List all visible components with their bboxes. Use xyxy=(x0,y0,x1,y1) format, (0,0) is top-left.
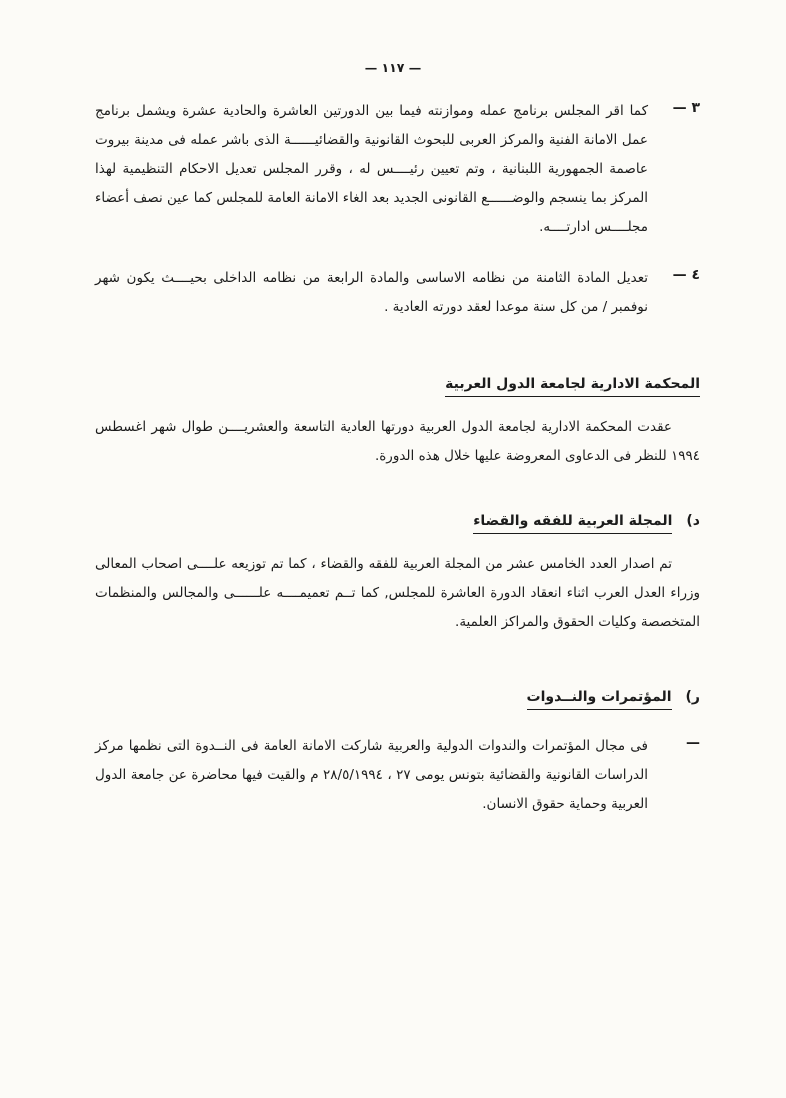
section-heading-administrative-court xyxy=(95,376,700,397)
section-conferences xyxy=(0,689,786,819)
item-marker-3: ٣ — xyxy=(672,100,700,116)
dash-marker: — xyxy=(686,735,700,752)
paragraph-conferences: فى مجال المؤتمرات والندوات الدولية والعربية شاركت الامانة العامة فى النــدوة التى نظمها مركز الدراسات القانونية والقضائية بتونس يومى ٢٧ ، ٢٨/٥/١٩٩٤ م والقيت فيها محاضرة عن جامعة الدول العربية وحماية حقوق الانسان. xyxy=(95,738,648,813)
item-text-4: تعديل المادة الثامنة من نظامه الاساسى والمادة الرابعة من نظامه الداخلى بحيــــث يكون شهر نوفمبر / من كل سنة موعدا لعقد دورته العادية . xyxy=(95,270,648,316)
numbered-item-3 xyxy=(95,97,700,242)
conferences-dash-item xyxy=(95,732,700,819)
page-number: — ١١٧ — xyxy=(364,60,422,75)
section-heading-conferences xyxy=(95,689,700,710)
paragraph-administrative-court: عقدت المحكمة الادارية لجامعة الدول العربية دورتها العادية التاسعة والعشريــــن طوال شهر اغسطس ١٩٩٤ للنظر فى الدعاوى المعروضة عليها خلال هذه الدورة. xyxy=(95,419,700,465)
heading-administrative-court: المحكمة الادارية لجامعة الدول العربية xyxy=(445,376,700,397)
section-heading-arab-journal xyxy=(95,513,700,534)
numbered-item-4 xyxy=(95,264,700,322)
section-administrative-court xyxy=(0,376,786,471)
heading-conferences: المؤتمرات والنــدوات xyxy=(527,689,672,710)
section-letter-ra: ر) xyxy=(685,689,700,706)
section-arab-journal xyxy=(0,513,786,637)
section-letter-dal: د) xyxy=(686,513,700,530)
item-text-3: كما اقر المجلس برنامج عمله وموازنته فيما بين الدورتين العاشرة والحادية عشرة ويشمل برنامج عمل الامانة الفنية والمركز العربى للبحوث القانونية والقضائيــــــة الذى باشر عمله فى مدينة بيروت عاصمة الجمهورية اللبنانية ، وتم تعيين رئيــــس له ، وقرر المجلس تعديل الاحكام التنظيمية لهذا المركز بما ينسجم والوضــــــع القانونى الجديد بعد الغاء الامانة العامة للمجلس كما عين نصف أعضاء مجلــــس ادارتــــه. xyxy=(95,103,648,236)
paragraph-arab-journal: تم اصدار العدد الخامس عشر من المجلة العربية للفقه والقضاء ، كما تم توزيعه علــــى اصحاب المعالى وزراء العدل العرب اثناء انعقاد الدورة العاشرة للمجلس, كما تــم تعميمــــه علــــــى والمجالس والمنظمات المتخصصة وكليات الحقوق والمراكز العلمية. xyxy=(95,556,700,631)
heading-arab-journal: المجلة العربية للفقه والقضاء xyxy=(473,513,672,534)
item-marker-4: ٤ — xyxy=(672,267,700,284)
